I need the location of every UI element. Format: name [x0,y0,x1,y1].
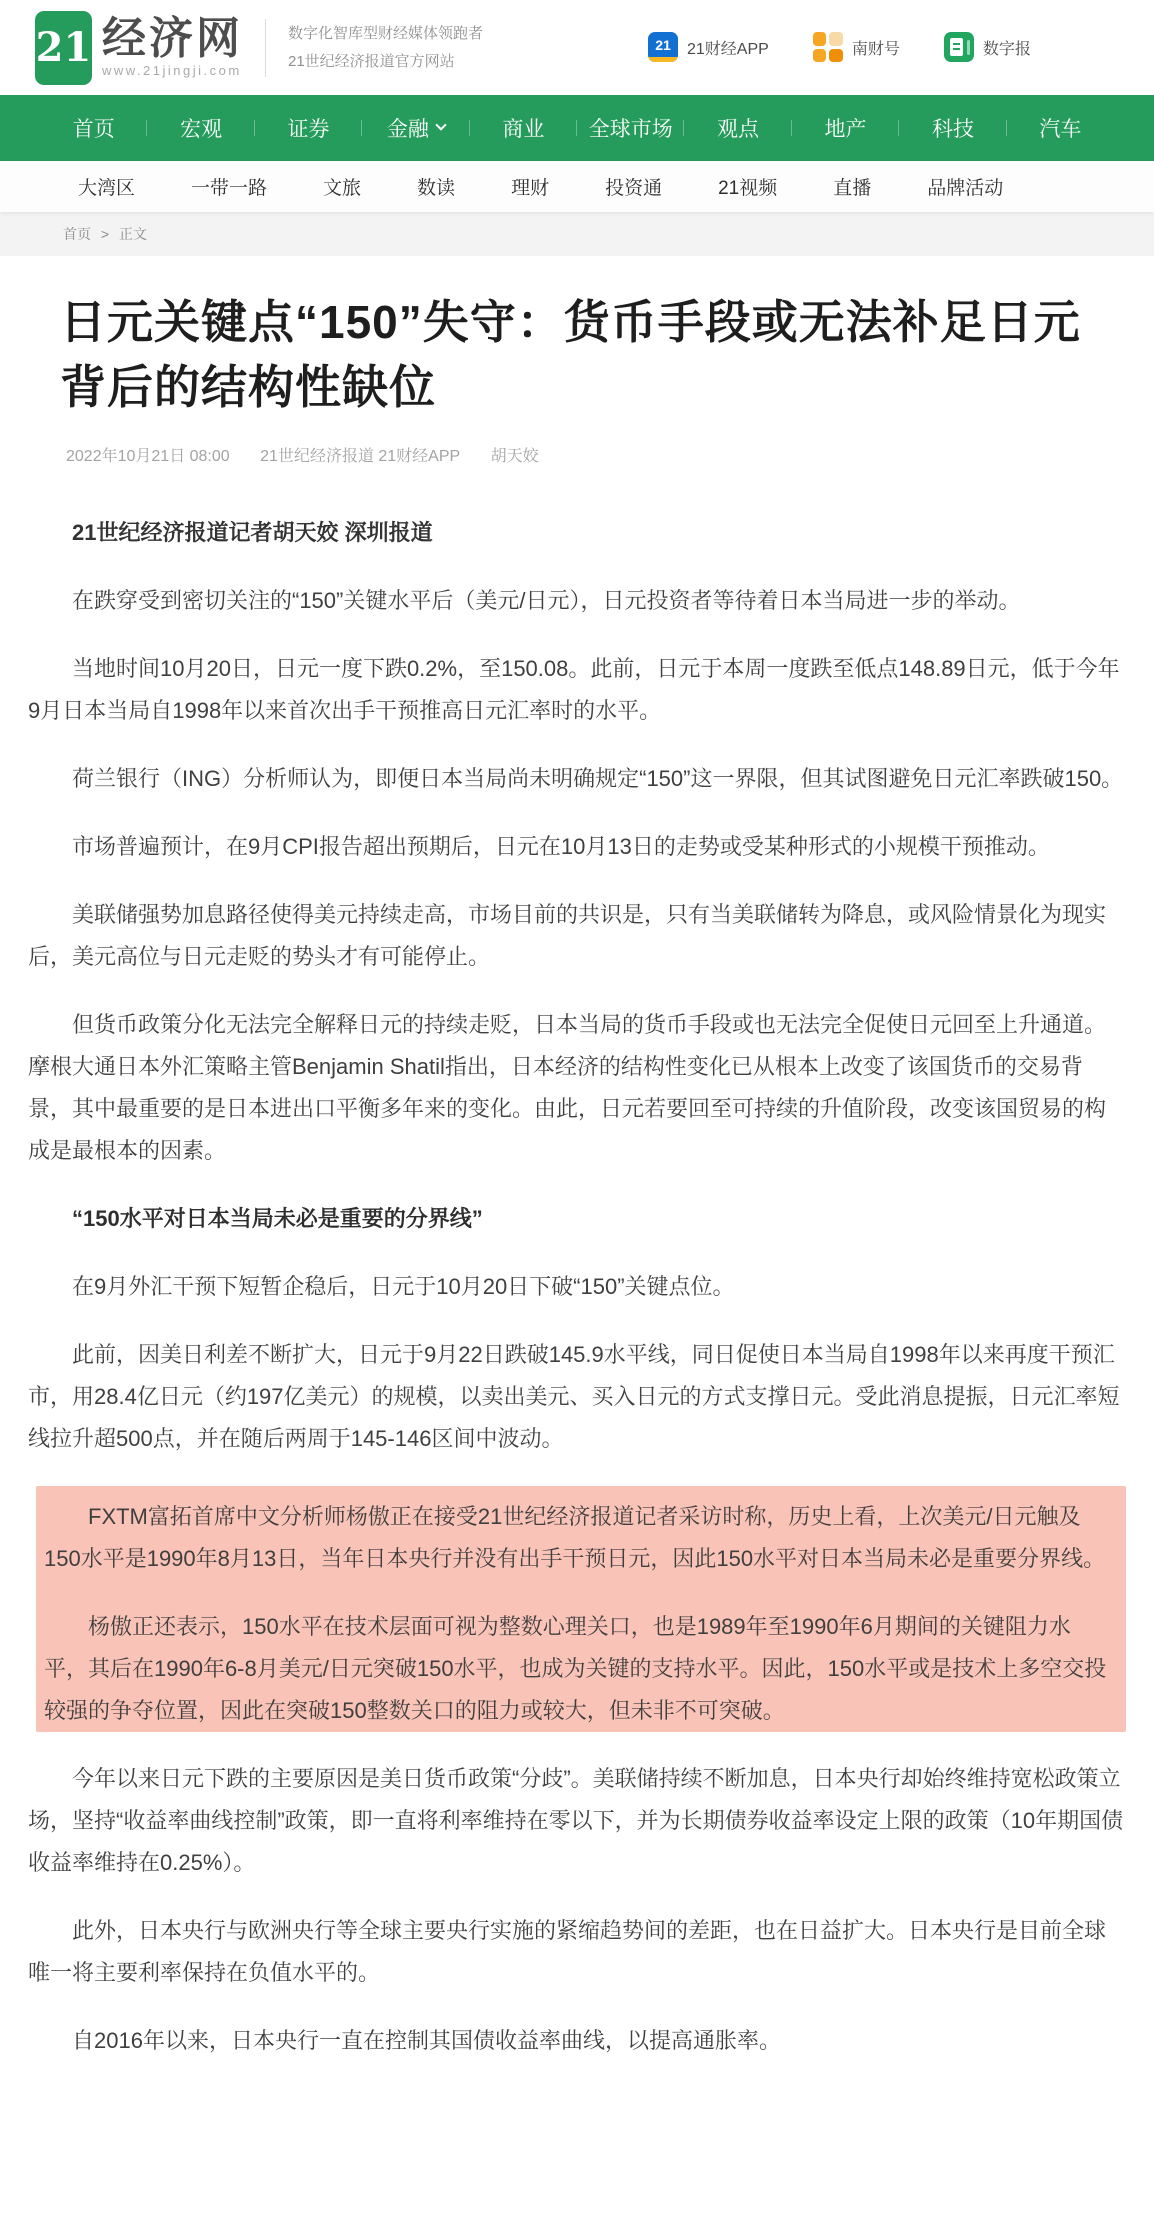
subnav-item-video[interactable]: 21视频 [718,178,778,199]
main-nav [0,95,1154,161]
nav-item-auto[interactable] [1007,95,1114,161]
orange-grid-icon [813,32,843,62]
nav-item-label: 全球市场 [588,118,673,141]
chevron-down-icon [435,119,446,130]
article-title [60,290,1126,421]
grid-dot [829,32,843,46]
nav-item-label: 观点 [717,118,760,141]
nav-item-label: 商业 [502,118,545,141]
nav-item-label: 金融 [386,118,429,141]
article-paragraph: 市场普遍预计，在9月CPI报告超出预期后，日元在10月13日的走势或受某种形式的小规模干预推动。 [72,833,1050,859]
header-divider [265,19,266,77]
nav-item-business[interactable] [470,95,577,161]
app-21-icon [648,32,678,62]
nav-item-label: 地产 [824,118,867,141]
paper-page [950,38,963,56]
article-author: 胡天姣 [490,447,539,465]
article-date: 2022年10月21日 08:00 [66,447,230,465]
highlight-paragraph: FXTM富拓首席中文分析师杨傲正在接受21世纪经济报道记者采访时称，历史上看，上次美元/日元触及150水平是1990年8月13日，当年日本央行并没有出手干预日元，因此150水平对日本当局未必是重要分界线。 [44,1503,1106,1571]
quick-link-label: 数字报 [982,40,1031,58]
app-21-icon-text: 21 [655,37,671,53]
quick-link-digital-paper[interactable] [944,32,1031,62]
logo-21-icon [35,11,92,85]
article-title-line-2: 背后的结构性缺位 [60,361,436,414]
logo-text [102,14,243,78]
nav-item-label: 证券 [287,118,330,141]
paper-side [967,40,970,55]
article-paragraph: 当地时间10月20日，日元一度下跌0.2%，至150.08。此前，日元于本周一度跌至低点148.89日元，低于今年9月日本当局自1998年以来首次出手干预推高日元汇率时的水平。 [28,655,1120,723]
site-tagline [288,20,483,76]
article-byline: 21世纪经济报道记者胡天姣 深圳报道 [72,519,433,545]
quick-link-nancai[interactable] [813,32,900,62]
nav-item-tech[interactable] [899,95,1006,161]
subnav-item-brand-events[interactable]: 品牌活动 [927,178,1004,199]
article-paragraph: 此前，因美日利差不断扩大，日元于9月22日跌破145.9水平线，同日促使日本当局自1998年以来再度干预汇市，用28.4亿日元（约197亿美元）的规模，以卖出美元、买入日元的方式支撑日元。受此消息提振，日元汇率短线拉升超500点，并在随后两周于145-146区间中波动。 [28,1341,1120,1451]
site-name: 经济网 [102,14,243,63]
article-paragraph: 此外，日本央行与欧洲央行等全球主要央行实施的紧缩趋势间的差距，也在日益扩大。日本央行是目前全球唯一将主要利率保持在负值水平的。 [28,1917,1107,1985]
grid-dot [813,32,827,46]
site-logo[interactable] [35,11,243,85]
article [0,256,1154,2062]
article-paragraph: 自2016年以来，日本央行一直在控制其国债收益率曲线，以提高通胀率。 [72,2027,781,2053]
subnav-item-invest[interactable]: 投资通 [605,178,663,199]
highlight-paragraph: 杨傲正还表示，150水平在技术层面可视为整数心理关口，也是1989年至1990年6月期间的关键阻力水平，其后在1990年6-8月美元/日元突破150水平，也成为关键的支持水平。因此，150水平或是技术上多空交投较强的争夺位置，因此在突破150整数关口的阻力或较大，但未非不可突破。 [44,1613,1107,1723]
green-paper-icon [944,32,974,62]
header-quick-links [648,32,1031,62]
grid-dot [829,49,843,63]
nav-item-global-markets[interactable] [577,95,684,161]
site-url: www.21jingji.com [102,63,242,78]
article-body [28,512,1126,2062]
tagline-line-1: 数字化智库型财经媒体领跑者 [288,24,484,42]
breadcrumb-separator: > [100,226,110,242]
breadcrumb-home-link[interactable]: 首页 [63,226,91,242]
nav-item-property[interactable] [792,95,899,161]
breadcrumb-current: 正文 [118,226,147,242]
subnav-item-culture-travel[interactable]: 文旅 [323,178,362,199]
quick-link-label: 21财经APP [687,40,769,58]
article-paragraph: 今年以来日元下跌的主要原因是美日货币政策“分歧”。美联储持续不断加息，日本央行却始终维持宽松政策立场，坚持“收益率曲线控制”政策，即一直将利率维持在零以下，并为长期债券收益率设定上限的政策（10年期国债收益率维持在0.25%）。 [28,1765,1124,1875]
breadcrumb [63,224,147,244]
subnav-item-live[interactable]: 直播 [833,178,872,199]
article-paragraph: 在9月外汇干预下短暂企稳后，日元于10月20日下破“150”关键点位。 [72,1273,735,1299]
article-paragraph: 在跌穿受到密切关注的“150”关键水平后（美元/日元），日元投资者等待着日本当局进一步的举动。 [72,587,1021,613]
tagline-line-2: 21世纪经济报道官方网站 [288,52,455,70]
highlighted-quote-block [36,1486,1126,1732]
nav-item-macro[interactable] [147,95,254,161]
nav-item-home[interactable] [40,95,147,161]
nav-item-label: 宏观 [180,118,223,141]
subnav-item-data-reading[interactable]: 数读 [417,178,456,199]
nav-item-securities[interactable] [255,95,362,161]
article-paragraph: 美联储强势加息路径使得美元持续走高，市场目前的共识是，只有当美联储转为降息，或风险情景化为现实后，美元高位与日元走贬的势头才有可能停止。 [28,901,1107,969]
subnav-item-greater-bay[interactable]: 大湾区 [78,178,136,199]
logo-badge-text: 21 [35,24,92,71]
nav-item-opinion[interactable] [684,95,791,161]
article-subheading: “150水平对日本当局未必是重要的分界线” [72,1205,483,1231]
article-meta [66,443,1126,466]
sub-nav [0,161,1154,212]
grid-dot [813,49,827,63]
subnav-item-belt-road[interactable]: 一带一路 [191,178,268,199]
quick-link-label: 南财号 [851,40,900,58]
nav-item-label: 首页 [72,118,115,141]
nav-item-finance[interactable] [362,95,469,161]
site-header [0,0,1154,95]
quick-link-21-app[interactable] [648,32,769,62]
nav-item-label: 汽车 [1039,118,1082,141]
main-nav-list [0,95,1154,161]
article-paragraph: 但货币政策分化无法完全解释日元的持续走贬，日本当局的货币手段或也无法完全促使日元回至上升通道。摩根大通日本外汇策略主管Benjamin Shatil指出，日本经济的结构性变化已从根本上改变了该国货币的交易背景，其中最重要的是日本进出口平衡多年来的变化。由此，日元若要回至可持续的升值阶段，改变该国贸易的构成是最根本的因素。 [28,1011,1107,1163]
breadcrumb-band [0,212,1154,256]
subnav-item-wealth[interactable]: 理财 [511,178,550,199]
article-source: 21世纪经济报道 21财经APP [260,447,461,465]
nav-item-label: 科技 [931,118,974,141]
article-paragraph: 荷兰银行（ING）分析师认为，即便日本当局尚未明确规定“150”这一界限，但其试图避免日元汇率跌破150。 [72,765,1124,791]
article-title-line-1: 日元关键点“150”失守：货币手段或无法补足日元 [60,296,1081,348]
